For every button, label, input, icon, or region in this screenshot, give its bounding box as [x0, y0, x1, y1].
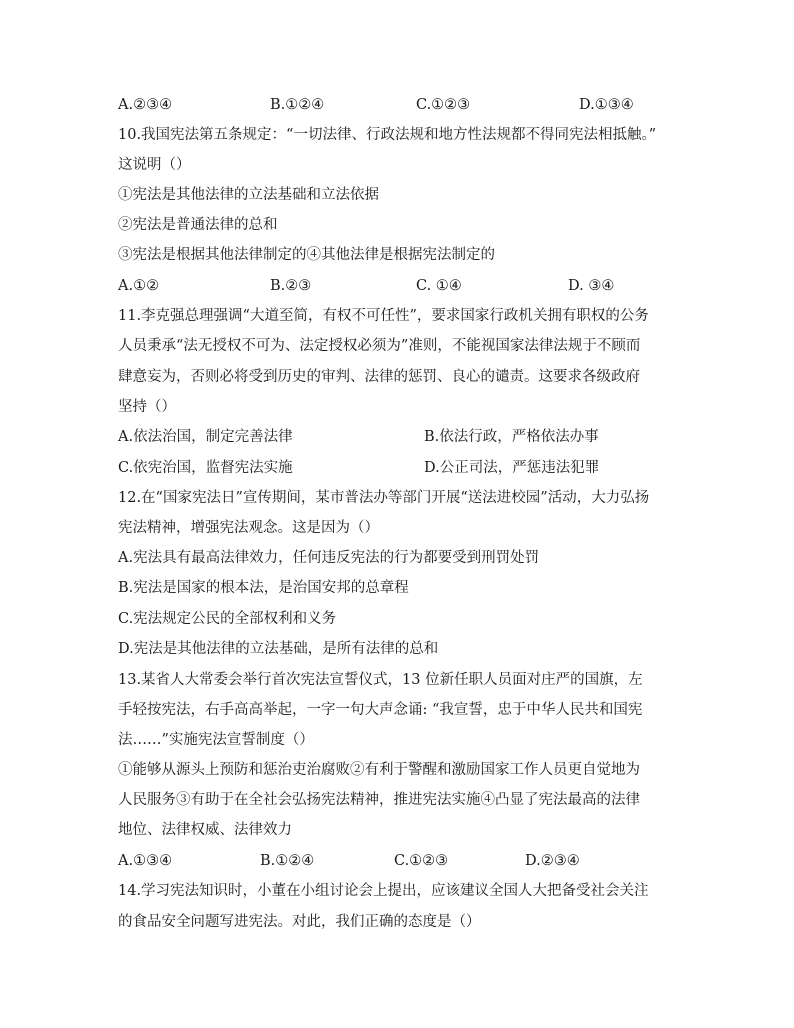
q12-stem-line-1: 12.在“国家宪法日”宣传期间，某市普法办等部门开展“送法进校园”活动，大力弘扬: [118, 490, 650, 506]
q10-option-c: C. ①④: [416, 278, 462, 294]
q9-option-a: A.②③④: [118, 97, 173, 113]
q11-stem-line-1: 11.李克强总理强调“大道至简，有权不可任性”，要求国家行政机关拥有职权的公务: [118, 308, 649, 324]
q10-stem-line-1: 10.我国宪法第五条规定：“一切法律、行政法规和地方性法规都不得同宪法相抵触。”: [118, 127, 657, 143]
q13-statement-line-2: 人民服务③有助于在全社会弘扬宪法精神，推进宪法实施④凸显了宪法最高的法律: [118, 792, 640, 808]
q11-stem-line-4: 坚持（）: [118, 399, 176, 415]
q10-stem-line-2: 这说明（）: [118, 157, 191, 173]
q12-option-b: B.宪法是国家的根本法，是治国安邦的总章程: [118, 580, 409, 596]
q13-stem-line-3: 法……”实施宪法宣誓制度（）: [118, 732, 314, 748]
q13-statement-line-1: ①能够从源头上预防和惩治吏治腐败②有利于警醒和激励国家工作人员更自觉地为: [118, 762, 640, 778]
q10-option-a: A.①②: [118, 278, 160, 294]
q12-option-c: C.宪法规定公民的全部权利和义务: [118, 611, 337, 627]
q13-stem-line-2: 手轻按宪法，右手高高举起，一字一句大声念诵: “我宣誓，忠于中华人民共和国宪: [118, 702, 643, 718]
q9-option-d: D.①③④: [579, 97, 634, 113]
q13-option-b: B.①②④: [260, 853, 315, 869]
q11-stem-line-3: 肆意妄为，否则必将受到历史的审判、法律的惩罚、良心的谴责。这要求各级政府: [118, 369, 640, 385]
q12-option-d: D.宪法是其他法律的立法基础，是所有法律的总和: [118, 641, 439, 657]
q13-stem-line-1: 13.某省人大常委会举行首次宪法宣誓仪式，13 位新任职人员面对庄严的国旗，左: [118, 672, 643, 688]
q9-option-c: C.①②③: [416, 97, 471, 113]
q13-option-d: D.②③④: [525, 853, 580, 869]
q11-stem-line-2: 人员秉承“法无授权不可为、法定授权必须为”准则，不能视国家法律法规于不顾而: [118, 338, 641, 354]
q11-option-d: D.公正司法，严惩违法犯罪: [424, 460, 600, 476]
q11-option-a: A.依法治国，制定完善法律: [118, 429, 293, 445]
q9-option-b: B.①②④: [270, 97, 325, 113]
q10-statement-1: ①宪法是其他法律的立法基础和立法依据: [118, 187, 379, 203]
q12-option-a: A.宪法具有最高法律效力，任何违反宪法的行为都要受到刑罚处罚: [118, 550, 540, 566]
q13-option-c: C.①②③: [394, 853, 449, 869]
q11-option-c: C.依宪治国，监督宪法实施: [118, 460, 293, 476]
q10-statement-2: ②宪法是普通法律的总和: [118, 217, 278, 233]
q14-stem-line-1: 14.学习宪法知识时，小董在小组讨论会上提出，应该建议全国人大把备受社会关注: [118, 883, 649, 899]
q11-option-b: B.依法行政，严格依法办事: [424, 429, 599, 445]
q14-stem-line-2: 的食品安全问题写进宪法。对此，我们正确的态度是（）: [118, 914, 481, 930]
q13-statement-line-3: 地位、法律权威、法律效力: [118, 822, 292, 838]
q10-option-d: D. ③④: [568, 278, 615, 294]
q13-option-a: A.①③④: [118, 853, 173, 869]
q10-option-b: B.②③: [270, 278, 312, 294]
q12-stem-line-2: 宪法精神，增强宪法观念。这是因为（）: [118, 520, 379, 536]
q10-statement-3: ③宪法是根据其他法律制定的④其他法律是根据宪法制定的: [118, 247, 495, 263]
